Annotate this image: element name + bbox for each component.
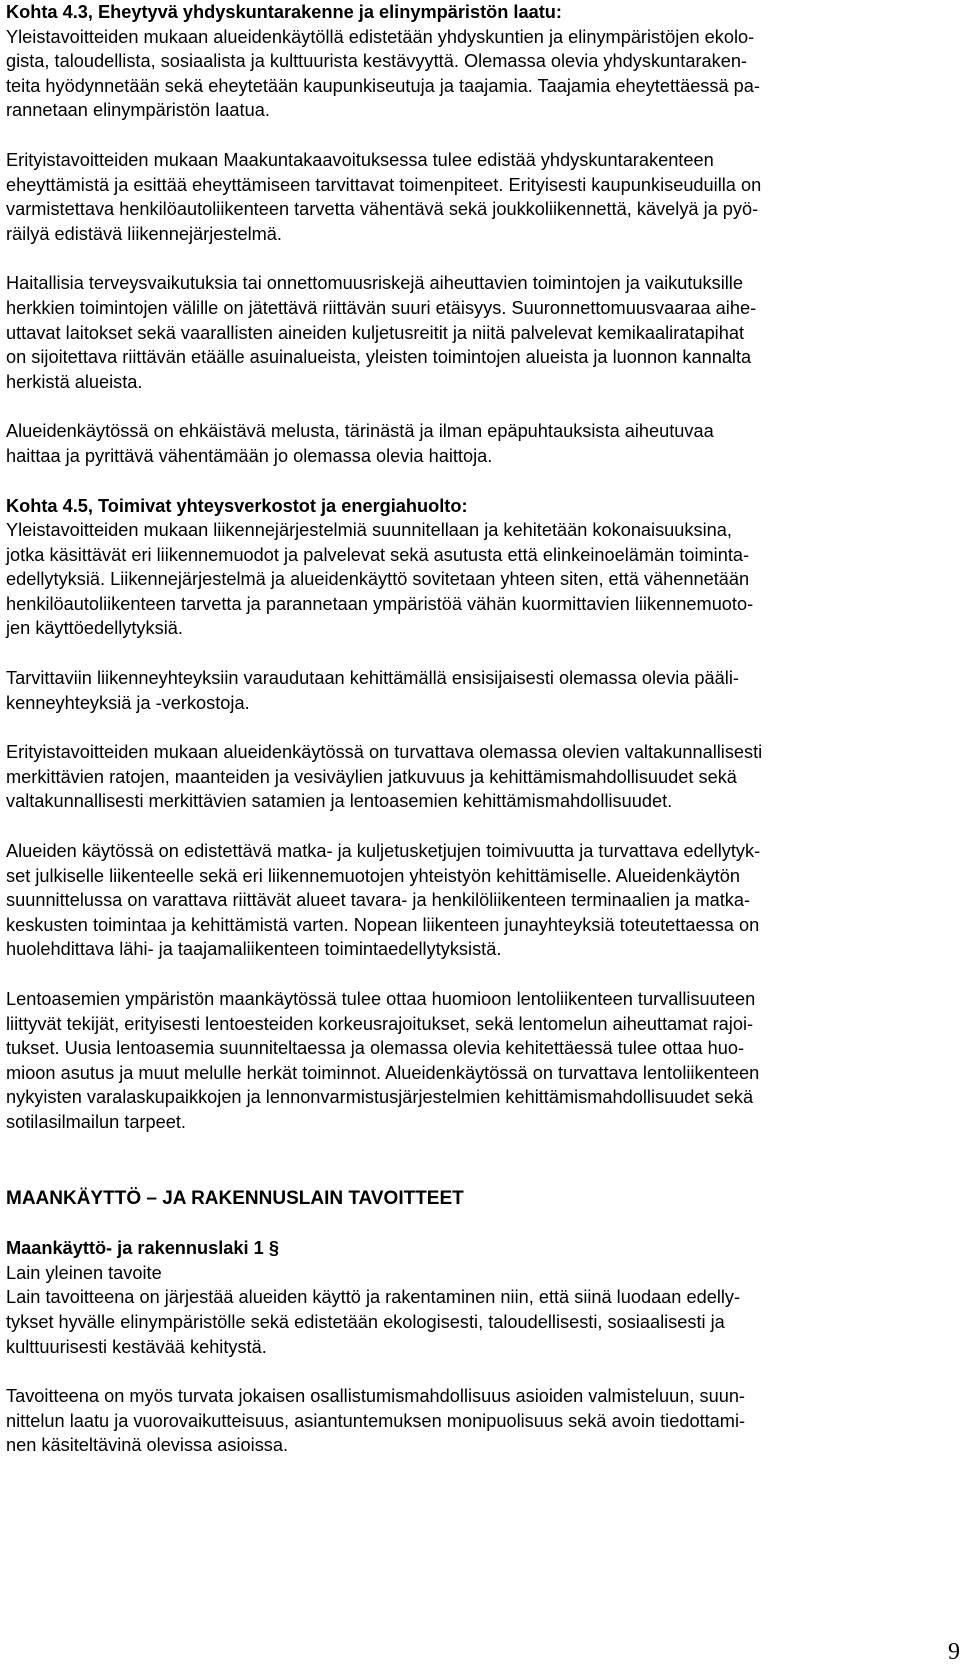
text-line: henkilöautoliikenteen tarvetta ja parannetaan ympäristöä vähän kuormittavien liikennemuoto-: [6, 593, 754, 614]
law-section: [6, 1236, 926, 1458]
section-heading: [6, 494, 926, 519]
text-line: tykset hyvälle elinympäristölle sekä edistetään ekologisesti, taloudellisesti, sosiaalisesti ja: [6, 1311, 725, 1332]
paragraph: [6, 271, 926, 394]
text-line: varmistettava henkilöautoliikenteen tarvetta vähentävä sekä joukkoliikennettä, kävelyä ja pyö-: [6, 199, 759, 220]
section-4-5: [6, 494, 926, 1135]
text-line: herkkien toimintojen välille on jätettävä riittävän suuri etäisyys. Suuronnettomuusvaaraa aihe-: [6, 297, 757, 318]
paragraph: [6, 518, 926, 641]
text-line: herkistä alueista.: [6, 371, 143, 392]
text-line: merkittävien ratojen, maanteiden ja vesiväylien jatkuvuus ja kehittämismahdollisuudet sekä: [6, 766, 737, 787]
text-line: on sijoitettava riittävän etäälle asuinalueista, yleisten toimintojen alueista ja luonnon kannalta: [6, 347, 752, 368]
paragraph: [6, 419, 926, 468]
section-heading-rest: 3, Eheytyvä yhdyskuntarakenne ja elinympäristön laatu:: [77, 2, 562, 22]
text-line: valtakunnallisesti merkittävien satamien ja lentoasemien kehittämismahdollisuudet.: [6, 791, 673, 812]
text-line: nittelun laatu ja vuorovaikutteisuus, asiantuntemuksen monipuolisuus sekä avoin tiedottami-: [6, 1410, 746, 1431]
text-line: sotilasilmailun tarpeet.: [6, 1111, 186, 1132]
text-line: keskusten toimintaa ja kehittämistä varten. Nopean liikenteen junayhteyksiä toteutettaessa on: [6, 914, 760, 935]
text-line: Yleistavoitteiden mukaan liikennejärjestelmiä suunnitellaan ja kehitetään kokonaisuuksina,: [6, 520, 732, 541]
chapter-heading: MAANKÄYTTÖ – JA RAKENNUSLAIN TAVOITTEET: [6, 1187, 464, 1209]
text-line: uttavat laitokset sekä vaarallisten aineiden kuljetusreitit ja niitä palvelevat kemikaaliratapihat: [6, 322, 745, 343]
text-line: nen käsiteltävinä olevissa asioissa.: [6, 1435, 289, 1456]
text-line: edellytyksiä. Liikennejärjestelmä ja alueidenkäyttö sovitetaan yhteen siten, että vähennetään: [6, 569, 750, 590]
text-line: rannetaan elinympäristön laatua.: [6, 100, 270, 121]
text-line: Tavoitteena on myös turvata jokaisen osallistumismahdollisuus asioiden valmisteluun, suun-: [6, 1386, 745, 1407]
text-line: Lentoasemien ympäristön maankäytössä tulee ottaa huomioon lentoliikenteen turvallisuuteen: [6, 989, 756, 1009]
section-heading-prefix: Kohta 4.: [6, 495, 78, 516]
paragraph: [6, 987, 926, 1135]
text-line: nykyisten varalaskupaikkojen ja lennonvarmistusjärjestelmien kehittämismahdollisuudet sekä: [6, 1087, 754, 1108]
paragraph: [6, 25, 926, 123]
paragraph: [6, 740, 926, 814]
paragraph: [6, 839, 926, 962]
law-subtitle: Lain yleinen tavoite: [6, 1262, 162, 1283]
text-line: liittyvät tekijät, erityisesti lentoesteiden korkeusrajoitukset, sekä lentomelun aiheuttamat rajoi-: [6, 1013, 754, 1034]
text-line: gista, taloudellista, sosiaalista ja kulttuurista kestävyyttä. Olemassa olevia yhdyskuntaraken-: [6, 51, 747, 72]
paragraph: [6, 1384, 926, 1458]
text-line: set julkiselle liikenteelle sekä eri liikennemuotojen yhteistyön kehittämiselle. Alueidenkäytön: [6, 865, 740, 886]
text-line: kulttuurisesti kestävää kehitystä.: [6, 1336, 267, 1357]
section-heading: [6, 0, 926, 25]
paragraph: [6, 1285, 926, 1359]
section-heading-rest: 5, Toimivat yhteysverkostot ja energiahuolto:: [77, 495, 468, 516]
text-line: suunnittelussa on varattava riittävät alueet tavara- ja henkilöliikenteen terminaalien ja matka-: [6, 890, 751, 911]
text-line: haittaa ja pyrittävä vähentämään jo olemassa olevia haittoja.: [6, 445, 493, 466]
text-line: Alueidenkäytössä on ehkäistävä melusta, tärinästä ja ilman epäpuhtauksista aiheutuvaa: [6, 421, 714, 442]
text-line: Erityistavoitteiden mukaan Maakuntakaavoituksessa tulee edistää yhdyskuntarakenteen: [6, 149, 714, 170]
text-line: jotka käsittävät eri liikennemuodot ja palvelevat sekä asutusta että elinkeinoelämän toiminta-: [6, 544, 750, 565]
text-line: teita hyödynnetään sekä eheytetään kaupunkiseutuja ja taajamia. Taajamia eheytettäessä pa-: [6, 75, 760, 96]
section-4-3: [6, 0, 926, 469]
text-line: Lain tavoitteena on järjestää alueiden käyttö ja rakentaminen niin, että siinä luodaan edelly-: [6, 1287, 741, 1308]
text-line: räilyä edistävä liikennejärjestelmä.: [6, 223, 282, 244]
text-line: jen käyttöedellytyksiä.: [6, 618, 183, 639]
text-line: eheyttämistä ja esittää eheyttämiseen tarvittavat toimenpiteet. Erityisesti kaupunkiseuduilla on: [6, 174, 762, 195]
paragraph: [6, 666, 926, 715]
law-title: Maankäyttö- ja rakennuslaki 1 §: [6, 1238, 279, 1259]
text-line: Alueiden käytössä on edistettävä matka- ja kuljetusketjujen toimivuutta ja turvattava edellytyk-: [6, 841, 761, 862]
paragraph: [6, 148, 926, 246]
text-line: Yleistavoitteiden mukaan alueidenkäytöllä edistetään yhdyskuntien ja elinympäristöjen ekolo-: [6, 26, 755, 47]
text-line: huolehdittava lähi- ja taajamaliikenteen toimintaedellytyksistä.: [6, 939, 502, 960]
document-page: [6, 0, 926, 1458]
text-line: mioon asutus ja muut melulle herkät toiminnot. Alueidenkäytössä on turvattava lentoliikenteen: [6, 1062, 760, 1083]
text-line: Haitallisia terveysvaikutuksia tai onnettomuusriskejä aiheuttavien toimintojen ja vaikutuksille: [6, 273, 743, 294]
page-number: 9: [948, 1639, 960, 1665]
text-line: Tarvittaviin liikenneyhteyksiin varaudutaan kehittämällä ensisijaisesti olemassa olevia pääli-: [6, 668, 739, 689]
section-heading-prefix: Kohta 4.: [6, 2, 78, 22]
text-line: Erityistavoitteiden mukaan alueidenkäytössä on turvattava olemassa olevien valtakunnallisesti: [6, 742, 763, 763]
text-line: tukset. Uusia lentoasemia suunniteltaessa ja olemassa olevia kehitettäessä tulee ottaa huo-: [6, 1038, 745, 1059]
text-line: kenneyhteyksiä ja -verkostoja.: [6, 692, 250, 713]
